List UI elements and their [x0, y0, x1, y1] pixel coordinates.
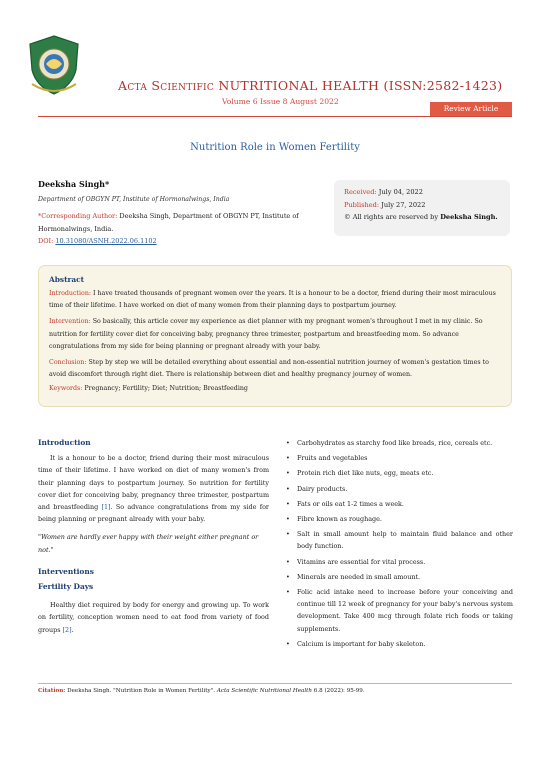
- abstract-heading: Abstract: [49, 275, 85, 284]
- abstract-conclusion: [49, 357, 501, 381]
- interventions-heading: Interventions: [38, 566, 94, 576]
- rights-line: [344, 211, 510, 224]
- fertility-text: Healthy diet required by body for energy and growing up. To work on fertility, conception women need to eat food from variety of food groups: [38, 601, 269, 634]
- abstract-intervention-label: Intervention:: [49, 318, 91, 326]
- list-item: • Carbohydrates as starchy food like breads, rice, cereals etc.: [285, 437, 513, 449]
- list-item: • Fats or oils eat 1-2 times a week.: [285, 498, 513, 510]
- citation-ref-2[interactable]: [2]: [62, 625, 72, 634]
- header-divider: [38, 116, 512, 117]
- abstract-keywords: [49, 385, 501, 392]
- list-item: • Dairy products.: [285, 483, 513, 495]
- list-item: • Fruits and vegetables: [285, 452, 513, 464]
- abstract-intervention: [49, 316, 501, 353]
- introduction-paragraph: [38, 452, 269, 525]
- published-label: Published:: [344, 200, 380, 209]
- citation-label: Citation:: [38, 688, 66, 694]
- abstract-intro-label: Introduction:: [49, 290, 91, 297]
- abstract-intervention-text: So basically, this article cover my experience as diet planner with my pregnant women's throughout I met in my clinic. So nutrition for fertility cover diet for conceiving baby, pregnancy three trimester, postpartum and breastfeeding mom. So advance congratulations from my side for being planning or pregnant already with your baby.: [49, 318, 483, 350]
- list-item: • Protein rich diet like nuts, egg, meats etc.: [285, 467, 513, 479]
- citation-journal: Acta Scientific Nutritional Health: [216, 688, 312, 694]
- author-department: Department of OBGYN PT, Institute of Hormonalwings, India: [38, 196, 230, 203]
- received-line: [344, 186, 510, 199]
- abstract-intro-text: I have treated thousands of pregnant women over the years. It is a honour to be a doctor, friend during their most miraculous time of their lifetime. I have worked on diet of many women from their planning days to postpartum journey.: [49, 290, 496, 310]
- list-item: • Vitamins are essential for vital process.: [285, 556, 513, 568]
- corresponding-author: [38, 210, 308, 235]
- introduction-heading: Introduction: [38, 438, 91, 447]
- published-line: [344, 199, 510, 212]
- dates-box: [334, 180, 510, 236]
- list-item: • Minerals are needed in small amount.: [285, 571, 513, 583]
- food-groups-list: [285, 437, 513, 650]
- fertility-text-end: .: [71, 625, 74, 634]
- citation-line: [38, 688, 365, 694]
- list-item: • Calcium is important for baby skeleton.: [285, 638, 513, 650]
- list-item: • Fibre known as roughage.: [285, 513, 513, 525]
- citation-ref-1[interactable]: [1]: [101, 503, 111, 512]
- journal-title: Acta Scientific NUTRITIONAL HEALTH (ISSN:2582-1423): [118, 78, 503, 93]
- pull-quote: "Women are hardly ever happy with their weight either pregnant or not.": [38, 533, 259, 554]
- fertility-paragraph: [38, 599, 269, 636]
- list-item: • Folic acid intake need to increase before your conceiving and continue till 12 week of pregnancy for your baby's nervous system development. Take 400 mcg through folate rich foods or taking supplements.: [285, 586, 513, 635]
- journal-logo: [26, 34, 82, 96]
- published-date: July 27, 2022: [381, 200, 426, 209]
- keywords-text: Pregnancy; Fertility; Diet; Nutrition; Breastfeeding: [84, 385, 248, 393]
- received-label: Received:: [344, 188, 377, 196]
- footer-divider: [38, 683, 512, 684]
- rights-text: © All rights are reserved by: [344, 213, 439, 221]
- volume-issue: Volume 6 Issue 8 August 2022: [222, 97, 339, 106]
- article-title: Nutrition Role in Women Fertility: [190, 142, 360, 153]
- abstract-introduction: [49, 288, 501, 312]
- keywords-label: Keywords:: [49, 385, 83, 393]
- body-left-column: [38, 437, 269, 636]
- intro-text-end: . So advance congratulations from my side for being planning or pregnant already with your baby.: [38, 503, 269, 524]
- abstract-conclusion-text: Step by step we will be detailed everything about essential and non-essential nutrition journey of women's gestation times to avoid discomfort through right diet. There is relationship between diet and healthy pregnancy journey of women.: [49, 359, 489, 379]
- article-type-badge: Review Article: [430, 102, 512, 116]
- corr-label: *Corresponding Author:: [38, 212, 118, 220]
- abstract-box: [38, 265, 512, 407]
- doi-line: [38, 237, 157, 245]
- intro-text: It is a honour to be a doctor, friend during their most miraculous time of their lifetime. I have worked on diet of many women's from their planning days to postpartum journey. So nutrition for fertility cover diet for conceiving baby, pregnancy three trimester, postpartum and breastfeeding: [38, 454, 269, 512]
- abstract-conclusion-label: Conclusion:: [49, 359, 87, 367]
- rights-name: Deeksha Singh.: [440, 213, 498, 221]
- received-date: July 04, 2022: [378, 188, 423, 196]
- author-name: Deeksha Singh*: [38, 179, 110, 189]
- citation-end: 6.8 (2022): 95-99.: [313, 688, 365, 694]
- citation-text: Deeksha Singh. "Nutrition Role in Women Fertility".: [67, 688, 216, 694]
- fertility-days-heading: Fertility Days: [38, 582, 94, 592]
- doi-label: DOI:: [38, 237, 54, 245]
- doi-link[interactable]: 10.31080/ASNH.2022.06.1102: [55, 237, 157, 245]
- corr-text: Deeksha Singh, Department of OBGYN PT, Institute of Hormonalwings, India.: [38, 212, 299, 233]
- body-right-column: [285, 437, 513, 653]
- list-item: • Salt in small amount help to maintain fluid balance and other body function.: [285, 528, 513, 552]
